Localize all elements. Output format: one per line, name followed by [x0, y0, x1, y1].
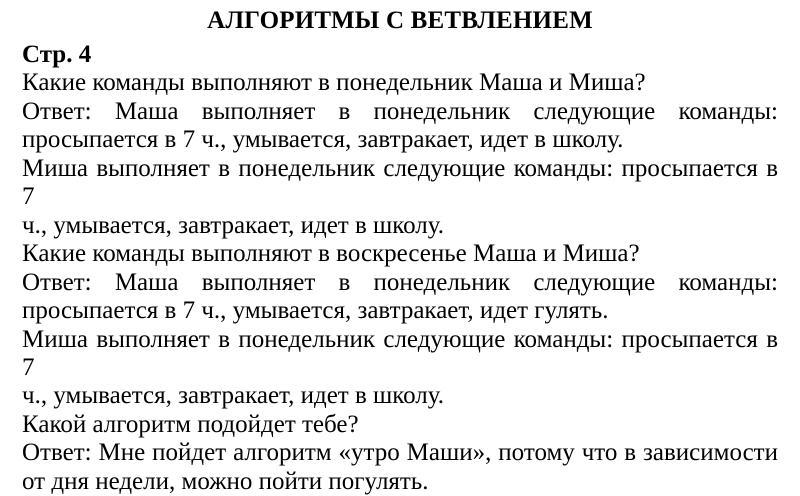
question-line-sunday: Какие команды выполняют в воскресенье Маша и Миша?	[22, 240, 640, 268]
answer-line: Ответ: Мне пойдет алгоритм «утро Маши», потому что в зависимости	[22, 439, 778, 467]
question-line-monday: Какие команды выполняют в понедельник Маша и Миша?	[22, 69, 646, 97]
text-line: ч., умывается, завтракает, идет в школу.	[22, 382, 445, 410]
text-line: просыпается в 7 ч., умывается, завтракает, идет в школу.	[22, 126, 624, 154]
text-line: Миша выполняет в понедельник следующие команды: просыпается в 7	[22, 325, 778, 381]
text-line: Миша выполняет в понедельник следующие команды: просыпается в 7	[22, 154, 778, 211]
question-line-which-algorithm: Какой алгоритм подойдет тебе?	[22, 410, 359, 438]
answer-line: Ответ: Маша выполняет в понедельник следующие команды:	[22, 97, 778, 125]
text-line: от дня недели, можно пойти погулять.	[22, 467, 429, 495]
answer-line: Ответ: Маша выполняет в понедельник следующие команды:	[22, 268, 778, 296]
page-title: АЛГОРИТМЫ С ВЕТВЛЕНИЕМ	[207, 7, 593, 34]
text-line: просыпается в 7 ч., умывается, завтракает, идет гулять.	[22, 297, 609, 325]
text-line: ч., умывается, завтракает, идет в школу.	[22, 211, 445, 239]
page-number-heading: Стр. 4	[22, 41, 92, 68]
